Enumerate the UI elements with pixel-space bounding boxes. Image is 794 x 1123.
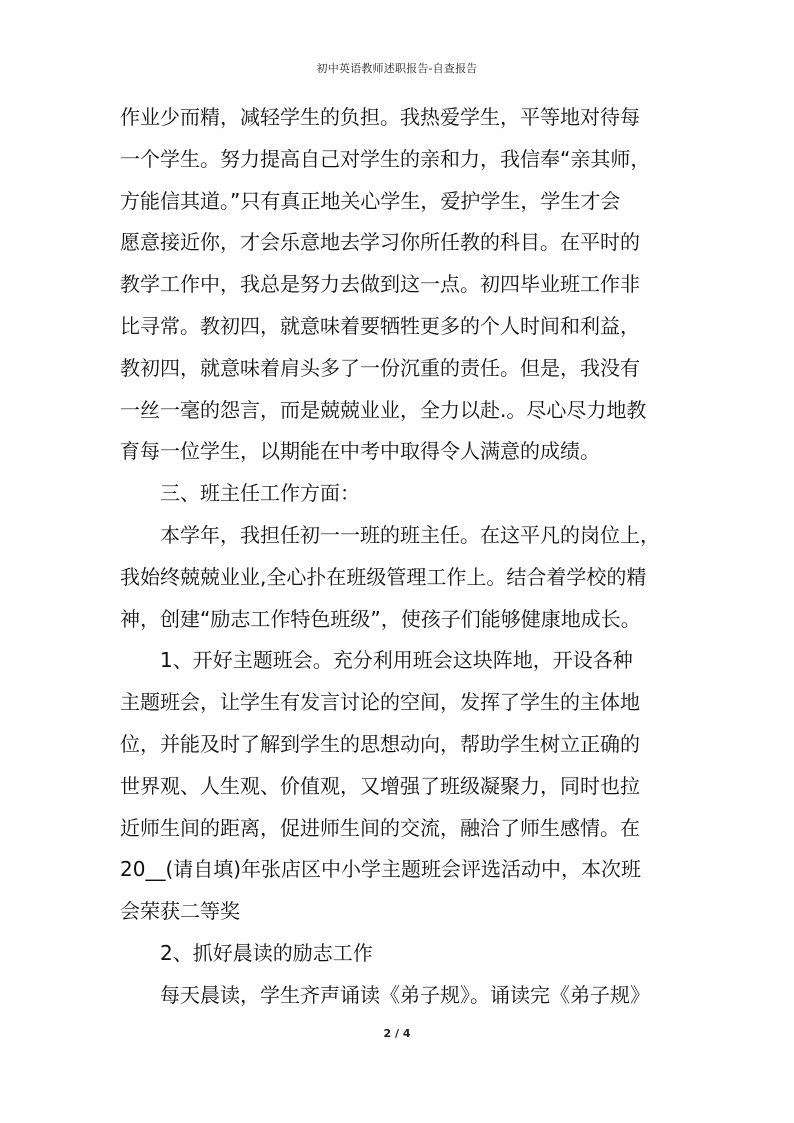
page-number: 2 / 4 — [383, 1027, 411, 1040]
text-line: 本学年，我担任初一一班的班主任。在这平凡的岗位上， — [120, 522, 660, 547]
text-line: 会荣获二等奖 — [120, 899, 240, 924]
page-header: 初中英语教师述职报告-自查报告 — [316, 62, 478, 75]
text-line: 神，创建“励志工作特色班级”，使孩子们能够健康地成长。 — [120, 606, 641, 631]
text-line: 一丝一毫的怨言，而是兢兢业业，全力以赴.。尽心尽力地教 — [120, 397, 647, 422]
text-line: 世界观、人生观、价值观，又增强了班级凝聚力，同时也拉 — [120, 773, 640, 798]
text-line: 20__(请自填)年张店区中小学主题班会评选活动中，本次班 — [120, 857, 642, 882]
text-line: 每天晨读，学生齐声诵读《弟子规》。诵读完《弟子规》 — [120, 982, 650, 1007]
text-line: 愿意接近你，才会乐意地去学习你所任教的科目。在平时的 — [120, 230, 640, 255]
text-line: 一个学生。努力提高自己对学生的亲和力，我信奉“亲其师， — [120, 146, 651, 171]
text-line: 作业少而精，减轻学生的负担。我热爱学生，平等地对待每 — [120, 105, 640, 129]
text-line: 教学工作中，我总是努力去做到这一点。初四毕业班工作非 — [120, 272, 640, 297]
text-line: 比寻常。教初四，就意味着要牺牲更多的个人时间和利益， — [120, 313, 640, 338]
text-line: 2、抓好晨读的励志工作 — [120, 940, 373, 965]
text-line: 方能信其道。”只有真正地关心学生，爱护学生，学生才会 — [120, 188, 621, 213]
text-line: 近师生间的距离，促进师生间的交流，融洽了师生感情。在 — [120, 815, 640, 840]
text-line: 1、开好主题班会。充分利用班会这块阵地，开设各种 — [120, 648, 633, 673]
text-line: 教初四，就意味着肩头多了一份沉重的责任。但是，我没有 — [120, 355, 640, 380]
document-body — [120, 97, 690, 1017]
text-line: 位，并能及时了解到学生的思想动向，帮助学生树立正确的 — [120, 731, 640, 756]
text-line: 育每一位学生，以期能在中考中取得令人满意的成绩。 — [120, 439, 600, 464]
text-line: 主题班会，让学生有发言讨论的空间，发挥了学生的主体地 — [120, 690, 640, 715]
text-line: 我始终兢兢业业,全心扑在班级管理工作上。结合着学校的精 — [120, 564, 647, 589]
section-heading: 三、班主任工作方面： — [120, 481, 360, 506]
